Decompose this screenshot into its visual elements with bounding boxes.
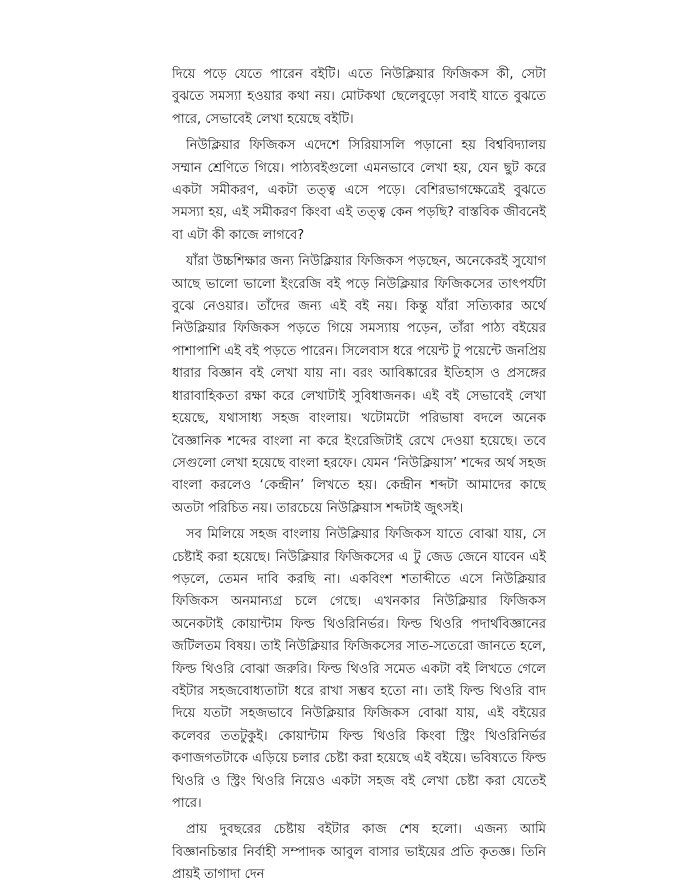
paragraph-5: প্রায় দুবছরের চেষ্টায় বইটার কাজ শেষ হলো। এজন্য আমি বিজ্ঞানচিন্তার নির্বাহী সম্পাদক আবুল বাসার ভাইয়ের প্রতি কৃতজ্ঞ। তিনি প্রায়ই তাগাদা দেন [172,822,546,883]
paragraph-2: নিউক্লিয়ার ফিজিকস এদেশে সিরিয়াসলি পড়ানো হয় বিশ্ববিদ্যালয় সম্মান শ্রেণিতে গিয়ে। পাঠ্যবইগুলো এমনভাবে লেখা হয়, যেন ছুট করে একটা সমীকরণ, একটা তত্ত্ব এসে পড়ে। বেশিরভাগক্ষেত্রেই বুঝতে সমস্যা হয়, এই সমীকরণ কিংবা এই তত্ত্ব কেন পড়ছি? বাস্তবিক জীবনেই বা এটা কী কাজে লাগবে? [172,138,546,243]
paragraph-4: সব মিলিয়ে সহজ বাংলায় নিউক্লিয়ার ফিজিকস যাতে বোঝা যায়, সে চেষ্টাই করা হয়েছে। নিউক্লিয়ার ফিজিকসের এ টু জেড জেনে যাবেন এই পড়লে, তেমন দাবি করছি না। একবিংশ শতাব্দীতে এসে নিউক্লিয়ার ফিজিকস অনমান্যগ্র চলে গেছে। এখনকার নিউক্লিয়ার ফিজিকস অনেকটাই কোয়ান্টাম ফিল্ড থিওরিনির্ভর। ফিল্ড থিওরি পদার্থবিজ্ঞানের জটিলতম বিষয়। তাই নিউক্লিয়ার ফিজিকসের সাত-সতেরো জানতে হলে, ফিল্ড থিওরি বোঝা জরুরি। ফিল্ড থিওরি সমেত একটা বই লিখতে গেলে বইটার সহজবোধ্যতাটা ধরে রাখা সম্ভব হতো না। তাই ফিল্ড থিওরি বাদ দিয়ে যতটা সহজভাবে নিউক্লিয়ার ফিজিকস বোঝা যায়, এই বইয়ের কলেবর ততটুকুই। কোয়ান্টাম ফিল্ড থিওরি কিংবা স্ট্রিং থিওরিনির্ভর কণাজগতটাকে এড়িয়ে চলার চেষ্টা করা হয়েছে এই বইয়ে। ভবিষ্যতে ফিল্ড থিওরি ও স্ট্রিং থিওরি নিয়েও একটা সহজ বই লেখা চেষ্টা করা যেতেই পারে। [172,527,546,811]
paragraph-1: দিয়ে পড়ে যেতে পারেন বইটি। এতে নিউক্লিয়ার ফিজিকস কী, সেটা বুঝতে সমস্যা হওয়ার কথা নয়। মোটকথা ছেলেবুড়ো সবাই যাতে বুঝতে পারে, সেভাবেই লেখা হয়েছে বইটি। [172,67,546,127]
body-text [172,64,546,891]
paragraph-3: যাঁরা উচ্চশিক্ষার জন্য নিউক্লিয়ার ফিজিকস পড়ছেন, অনেকেরই সুযোগ আছে ভালো ভালো ইংরেজি বই পড়ে নিউক্লিয়ার ফিজিকসের তাৎপর্যটা বুঝে নেওয়ার। তাঁদের জন্য এই বই নয়। কিন্তু যাঁরা সত্যিকার অর্থে নিউক্লিয়ার ফিজিকস পড়তে গিয়ে সমস্যায় পড়েন, তাঁরা পাঠ্য বইয়ের পাশাপাশি এই বই পড়তে পারেন। সিলেবাস ধরে পয়েন্ট টু পয়েন্টে জনপ্রিয় ধারার বিজ্ঞান বই লেখা যায় না। বরং আবিষ্কারের ইতিহাস ও প্রসঙ্গের ধারাবাহিকতা রক্ষা করে লেখাটাই সুবিধাজনক। এই বই সেভাবেই লেখা হয়েছে, যথাসাধ্য সহজ বাংলায়। খটোমটো পরিভাষা বদলে অনেক বৈজ্ঞানিক শব্দের বাংলা না করে ইংরেজিটাই রেখে দেওয়া হয়েছে। তবে সেগুলো লেখা হয়েছে বাংলা হরফে। যেমন ‘নিউক্লিয়াস’ শব্দের অর্থ সহজ বাংলা করলেও ‘কেন্দ্রীন’ লিখতে হয়। কেন্দ্রীন শব্দটা আমাদের কাছে অতটা পরিচিত নয়। তারচেয়ে নিউক্লিয়াস শব্দটাই জুৎসই। [172,254,546,516]
